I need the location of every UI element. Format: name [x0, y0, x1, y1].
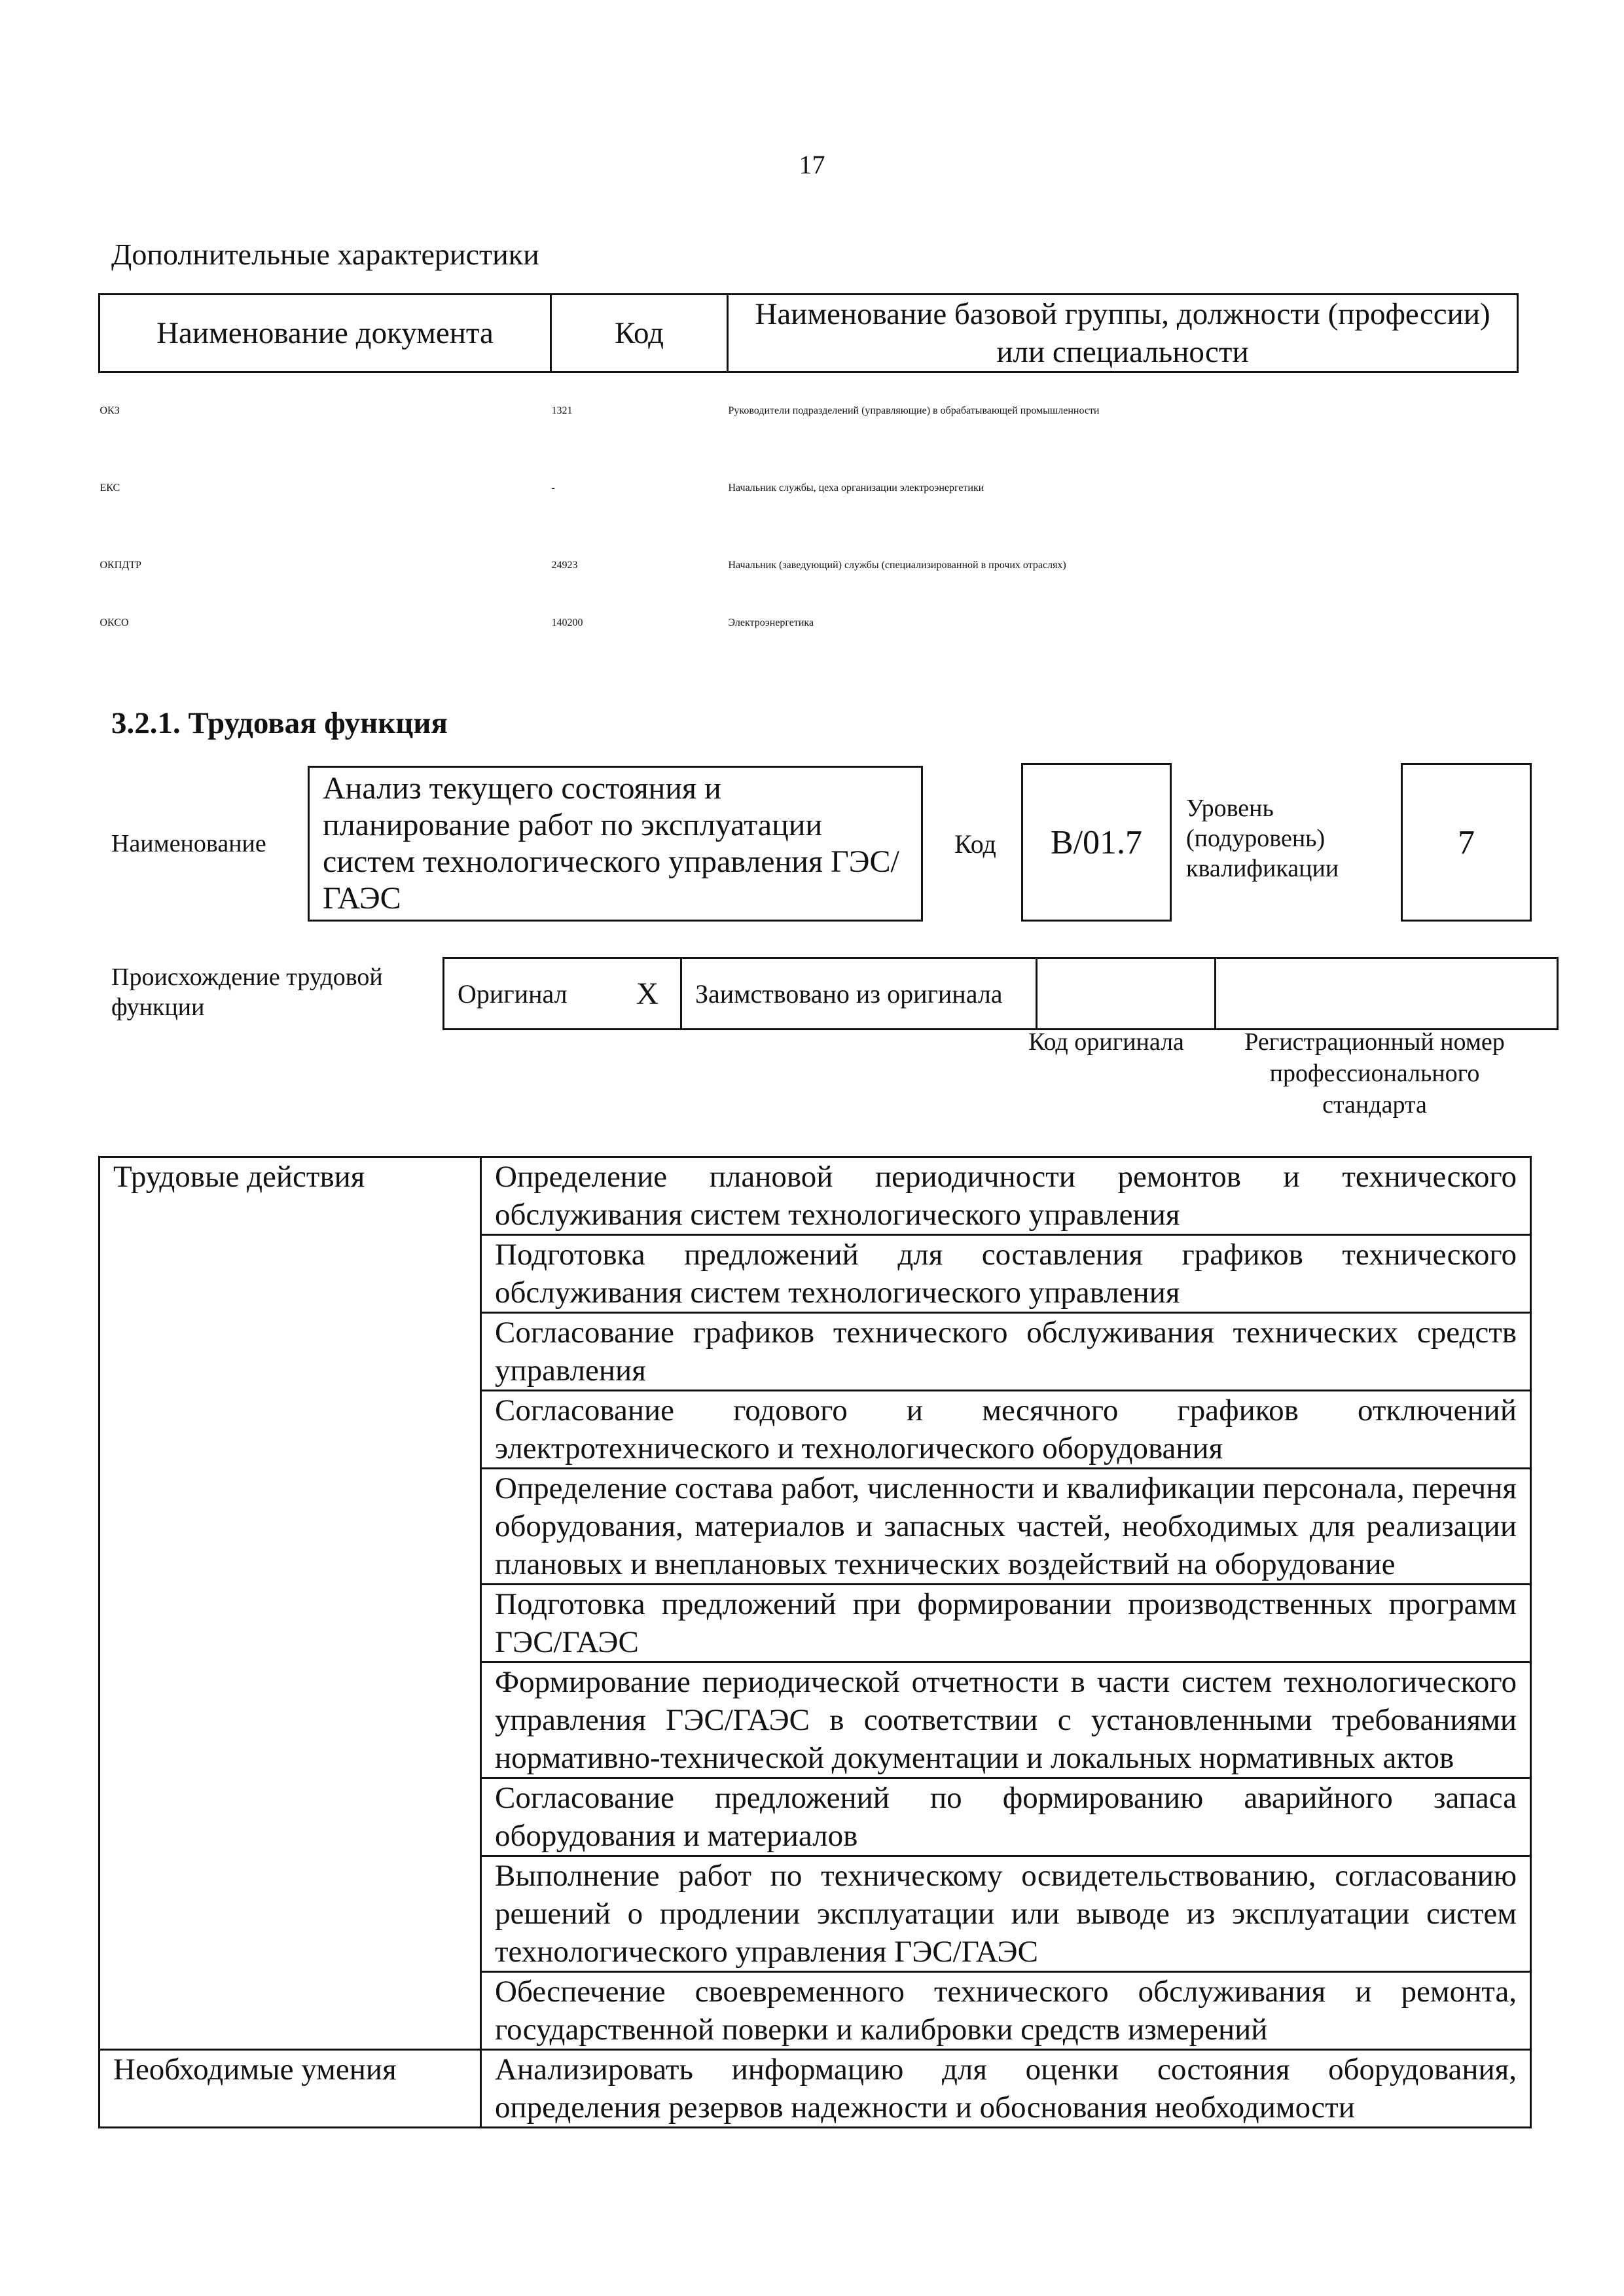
- cell-code: 1321: [551, 405, 573, 417]
- function-heading: 3.2.1. Трудовая функция: [111, 706, 448, 740]
- section-title: Дополнительные характеристики: [111, 238, 539, 271]
- labor-function-table: [98, 1156, 1532, 2128]
- original-code-cell: [1037, 958, 1216, 1030]
- code-label: Код: [954, 829, 996, 859]
- skills-label: Необходимые умения: [99, 2050, 481, 2128]
- header-group-name: Наименование базовой группы, должности (профессии) или специальности: [728, 295, 1518, 372]
- cell-code: 24923: [551, 559, 578, 571]
- labor-action: Формирование периодической отчетности в части систем технологического управления ГЭС/ГАЭС в соответствии с установленными требованиями нормативно-технической документации и локальных нормативных актов: [481, 1662, 1531, 1778]
- function-code-box: B/01.7: [1021, 763, 1172, 922]
- name-label: Наименование: [111, 830, 266, 857]
- function-name-box: Анализ текущего состояния и планирование работ по эксплуатации систем технологического управления ГЭС/ГАЭС: [308, 766, 923, 922]
- labor-action: Обеспечение своевременного технического обслуживания и ремонта, государственной поверки и калибровки средств измерений: [481, 1972, 1531, 2050]
- cell-name: Начальник службы, цеха организации электроэнергетики: [728, 482, 984, 493]
- table-row: [99, 604, 1518, 642]
- cell-name: Руководители подразделений (управляющие) в обрабатывающей промышленности: [728, 405, 1100, 417]
- labor-action: Определение плановой периодичности ремонтов и технического обслуживания систем технологического управления: [481, 1157, 1531, 1235]
- labor-action: Определение состава работ, численности и квалификации персонала, перечня оборудования, материалов и запасных частей, необходимых для реализации плановых и внеплановых технических воздействий на оборудование: [481, 1469, 1531, 1585]
- level-label: Уровень (подуровень) квалификации: [1186, 795, 1339, 882]
- table-row: [99, 2050, 1531, 2128]
- additional-characteristics-table: [98, 293, 1519, 642]
- cell-doc: ОКЗ: [99, 405, 120, 417]
- labor-action: Подготовка предложений для составления графиков технического обслуживания систем технологического управления: [481, 1235, 1531, 1313]
- cell-name: Начальник (заведующий) службы (специализированной в прочих отраслях): [728, 559, 1066, 571]
- labor-action: Подготовка предложений при формировании производственных программ ГЭС/ГАЭС: [481, 1585, 1531, 1662]
- borrowed-label: Заимствовано из оригинала: [681, 958, 1037, 1030]
- table-row: [99, 372, 1518, 450]
- cell-code: -: [551, 482, 555, 493]
- original-label: Оригинал: [444, 958, 615, 1030]
- cell-doc: ОКПДТР: [99, 559, 141, 571]
- cell-code: 140200: [551, 617, 583, 628]
- cell-doc: ЕКС: [99, 482, 120, 493]
- labor-action: Выполнение работ по техническому освидетельствованию, согласованию решений о продлении эксплуатации или выводе из эксплуатации систем технологического управления ГЭС/ГАЭС: [481, 1856, 1531, 1972]
- origin-label: Происхождение трудовой функции: [111, 963, 383, 1021]
- labor-action: Согласование предложений по формированию аварийного запаса оборудования и материалов: [481, 1778, 1531, 1856]
- header-code: Код: [551, 295, 728, 372]
- page-number: 17: [799, 150, 825, 179]
- labor-actions-label: Трудовые действия: [99, 1157, 481, 2050]
- table-header-row: [99, 295, 1518, 372]
- table-row: [99, 1157, 1531, 1235]
- original-mark: X: [615, 958, 681, 1030]
- table-row: [99, 527, 1518, 604]
- skill: Анализировать информацию для оценки состояния оборудования, определения резервов надежности и обоснования необходимости: [481, 2050, 1531, 2128]
- labor-action: Согласование годового и месячного графиков отключений электротехнического и технологического оборудования: [481, 1391, 1531, 1469]
- cell-name: Электроэнергетика: [728, 617, 814, 628]
- header-document: Наименование документа: [99, 295, 551, 372]
- reg-number-cell: [1216, 958, 1558, 1030]
- cell-doc: ОКСО: [99, 617, 129, 628]
- reg-number-caption: Регистрационный номер профессионального стандарта: [1244, 1028, 1505, 1119]
- code-original-caption: Код оригинала: [1028, 1028, 1184, 1056]
- origin-table: [442, 957, 1559, 1030]
- labor-action: Согласование графиков технического обслуживания технических средств управления: [481, 1313, 1531, 1391]
- table-row: [99, 450, 1518, 527]
- level-value-box: 7: [1401, 763, 1532, 922]
